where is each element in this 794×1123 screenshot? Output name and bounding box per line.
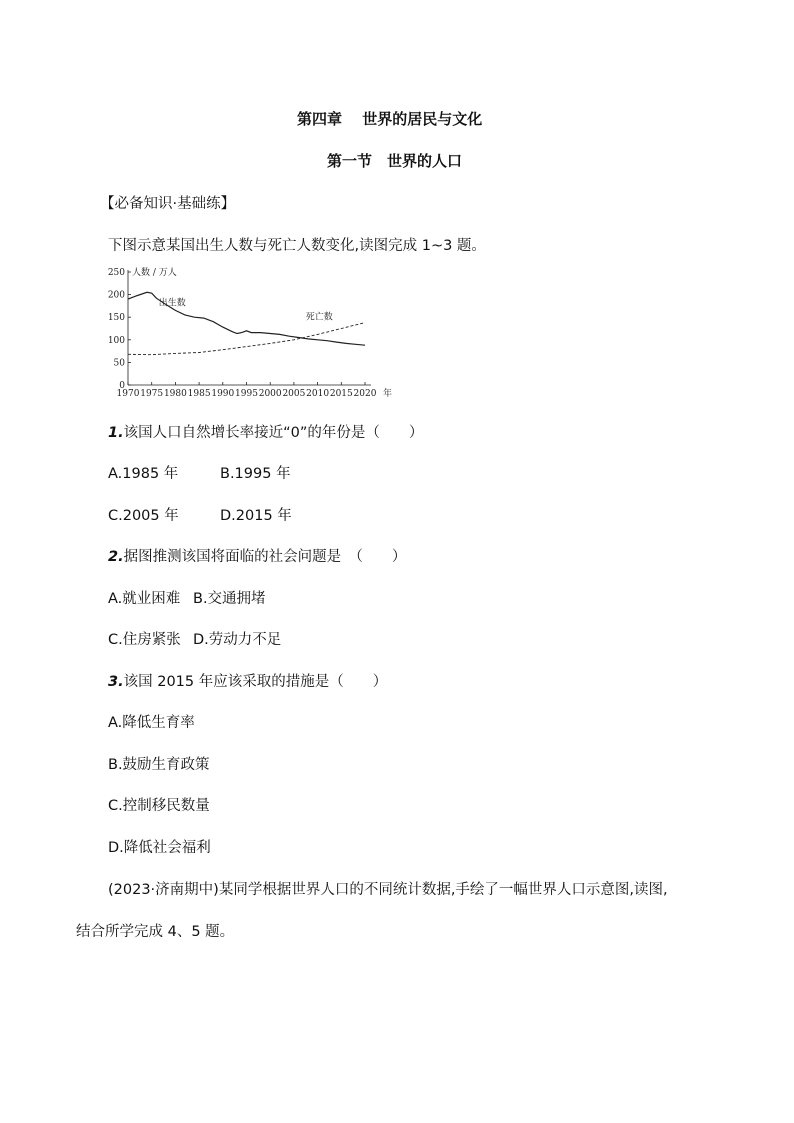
q1-option-b[interactable]: B.1995 年 <box>220 466 291 482</box>
x-tick-label: 1990 <box>211 389 235 399</box>
q1-option-d[interactable]: D.2015 年 <box>220 508 292 524</box>
q3-option-a[interactable]: A.降低生育率 <box>108 715 195 731</box>
q1-option-a[interactable]: A.1985 年 <box>108 466 179 482</box>
passage-line-1: (2023·济南期中)某同学根据世界人口的不同统计数据,手绘了一幅世界人口示意图,读图, <box>108 882 668 898</box>
q2-option-a[interactable]: A.就业困难 <box>108 591 181 607</box>
q2-option-d[interactable]: D.劳动力不足 <box>193 632 282 648</box>
chapter-title: 第四章 世界的居民与文化 <box>297 110 483 128</box>
question-stem: 据图推测该国将面临的社会问题是 （ ） <box>123 549 407 565</box>
x-tick-label: 2005 <box>282 389 306 399</box>
section-tag: 【必备知识·基础练】 <box>100 196 236 212</box>
section-title: 第一节 世界的人口 <box>327 152 463 170</box>
intro-text: 下图示意某国出生人数与死亡人数变化,读图完成 1~3 题。 <box>108 238 486 254</box>
x-axis-label: 年 <box>383 389 393 399</box>
q3-option-b[interactable]: B.鼓励生育政策 <box>108 757 210 773</box>
question-stem: 该国 2015 年应该采取的措施是（ ） <box>123 674 388 690</box>
q2-option-b[interactable]: B.交通拥堵 <box>193 591 266 607</box>
y-axis-label: 人数 / 万人 <box>132 268 177 278</box>
question-stem: 该国人口自然增长率接近“0”的年份是（ ） <box>123 425 424 441</box>
question-1 <box>108 421 423 442</box>
death-series-line <box>128 323 365 355</box>
x-tick-label: 1975 <box>140 389 164 399</box>
x-tick-label: 2010 <box>306 389 330 399</box>
x-tick-label: 1980 <box>163 389 187 399</box>
question-2 <box>108 545 406 566</box>
q3-option-c[interactable]: C.控制移民数量 <box>108 798 210 814</box>
passage-line-2: 结合所学完成 4、5 题。 <box>76 924 235 940</box>
y-tick-label: 200 <box>107 290 125 301</box>
birth-death-chart <box>100 262 400 402</box>
question-number: 3. <box>108 674 124 690</box>
question-3 <box>108 670 387 691</box>
x-tick-label: 2020 <box>353 389 377 399</box>
y-tick-label: 0 <box>119 381 125 391</box>
x-tick-label: 2000 <box>258 389 282 399</box>
birth-series-label: 出生数 <box>158 298 186 309</box>
question-number: 2. <box>108 549 124 565</box>
x-tick-label: 1985 <box>187 389 211 399</box>
death-series-label: 死亡数 <box>305 312 333 323</box>
q2-option-c[interactable]: C.住房紧张 <box>108 632 181 648</box>
x-tick-label: 1970 <box>116 389 140 399</box>
q3-option-d[interactable]: D.降低社会福利 <box>108 840 211 856</box>
y-tick-label: 150 <box>107 313 125 324</box>
x-tick-label: 2015 <box>329 389 353 399</box>
y-tick-label: 100 <box>107 335 125 346</box>
y-tick-label: 50 <box>113 358 125 369</box>
question-number: 1. <box>108 425 124 441</box>
q1-option-c[interactable]: C.2005 年 <box>108 508 179 524</box>
x-tick-label: 1995 <box>235 389 258 399</box>
y-tick-label: 250 <box>107 268 125 278</box>
